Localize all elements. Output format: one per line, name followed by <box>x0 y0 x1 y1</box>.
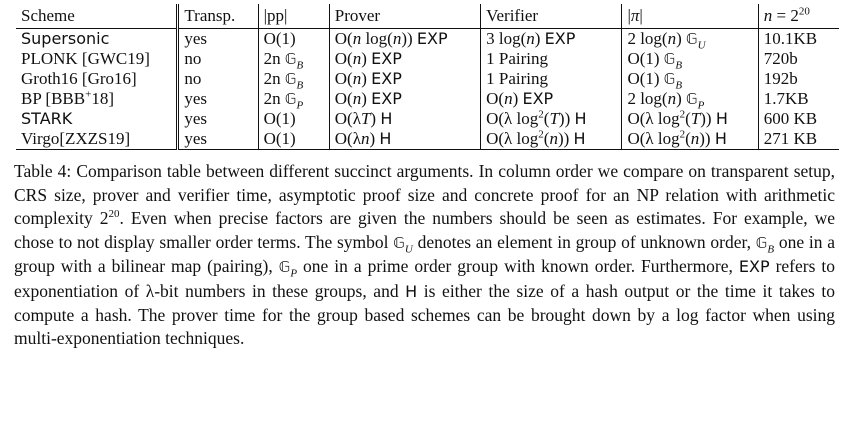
cell-verifier: O(λ $\log^2(T)$) H <box>481 109 622 129</box>
cell-concrete: 1.7KB <box>763 89 809 108</box>
paper-page <box>14 4 838 351</box>
cell-pp: O(1) <box>258 29 329 50</box>
cell-transparent: yes <box>178 29 258 50</box>
cell-transparent: yes <box>178 129 258 150</box>
header-proof-size: |π| <box>622 4 758 29</box>
cell-pp: 2n 𝔾$_B$ <box>258 49 329 69</box>
cell-proof-size: O(λ $\log^2(T)$) H <box>622 109 758 129</box>
cell-prover: O(n) EXP <box>329 49 480 69</box>
cell-proof-size: O(λ $\log^2(n)$) H <box>622 129 758 150</box>
cell-prover: O(n) EXP <box>329 69 480 89</box>
cell-transparent: no <box>178 49 258 69</box>
cell-transparent: yes <box>178 109 258 129</box>
comparison-table <box>16 4 839 150</box>
cell-verifier: 1 Pairing <box>481 49 622 69</box>
cell-proof-size: O(1) 𝔾$_B$ <box>622 69 758 89</box>
cell-proof-size: 2 log(n) 𝔾$_U$ <box>622 29 758 50</box>
header-pp: |pp| <box>258 4 329 29</box>
table-row <box>16 69 839 89</box>
cell-prover: O(n) EXP <box>329 89 480 109</box>
table-body <box>16 29 839 150</box>
cell-transparent: no <box>178 69 258 89</box>
table-row <box>16 49 839 69</box>
header-concrete: $n = 2^{20}$ <box>758 4 839 29</box>
cell-pp: 2n 𝔾$_P$ <box>258 89 329 109</box>
cell-concrete: 720b <box>763 49 798 68</box>
table-row <box>16 29 839 50</box>
cell-proof-size: O(1) 𝔾$_B$ <box>622 49 758 69</box>
caption-label: Table 4: <box>14 161 72 181</box>
table-row <box>16 89 839 109</box>
cell-proof-size: 2 log(n) 𝔾$_P$ <box>622 89 758 109</box>
cell-transparent: yes <box>178 89 258 109</box>
cell-verifier: 1 Pairing <box>481 69 622 89</box>
cell-scheme: STARK <box>16 109 178 129</box>
cell-concrete: 600 KB <box>763 109 818 128</box>
cell-scheme: Groth16 [Gro16] <box>16 69 178 89</box>
cell-verifier: O(λ $\log^2(n)$) H <box>481 129 622 150</box>
header-prover: Prover <box>329 4 480 29</box>
cell-scheme: Virgo[ZXZS19] <box>16 129 178 150</box>
cell-concrete: 10.1KB <box>758 29 839 50</box>
cell-prover: O(λT) H <box>329 109 480 129</box>
table-row <box>16 129 839 150</box>
caption-text: Comparison table between different succinct arguments. In column order we compare on transparent setup, CRS size, prover and verifier time, asymptotic proof size and concrete proof for an NP relation with arithmetic complexity $2^{20}$. Even when precise factors are given the numbers should be seen as estimates. For example, we chose to not display smaller order terms. The symbol 𝔾$_U$ denotes an element in group of unknown order, 𝔾$_B$ one in a group with a bilinear map (pairing), 𝔾$_P$ one in a prime order group with known order. Furthermore, EXP refers to exponentiation of λ-bit numbers in these groups, and H is either the size of a hash output or the time it takes to compute a hash. The prover time for the group based schemes can be brought down by a log factor when using multi-exponentiation techniques. <box>14 161 836 349</box>
cell-prover: O(n log(n)) EXP <box>329 29 480 50</box>
header-scheme: Scheme <box>16 4 178 29</box>
table-row <box>16 109 839 129</box>
header-transparent: Transp. <box>178 4 258 29</box>
cell-scheme: PLONK [GWC19] <box>16 49 178 69</box>
cell-concrete: 271 KB <box>758 129 839 150</box>
cell-prover: O(λn) H <box>329 129 480 150</box>
header-verifier: Verifier <box>481 4 622 29</box>
cell-verifier: 3 log(n) EXP <box>481 29 622 50</box>
cell-scheme: BP [BBB+18] <box>16 89 178 109</box>
cell-pp: O(1) <box>258 129 329 150</box>
table-header-row <box>16 4 839 29</box>
table-caption <box>14 160 835 351</box>
cell-scheme: Supersonic <box>16 29 178 50</box>
cell-verifier: O(n) EXP <box>481 89 622 109</box>
cell-pp: 2n 𝔾$_B$ <box>258 69 329 89</box>
cell-concrete: 192b <box>763 69 798 88</box>
cell-pp: O(1) <box>258 109 329 129</box>
